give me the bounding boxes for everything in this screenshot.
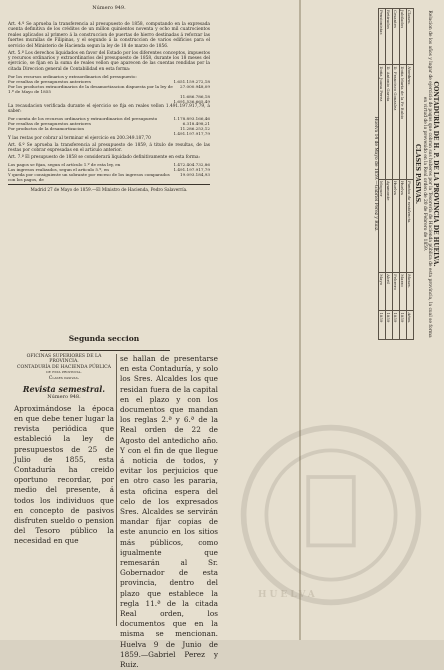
- revenue-table: [8, 74, 210, 104]
- table-row: Jubilados Doña María de la Fe Rubio Huelva Marzo 1859: [400, 9, 407, 340]
- table-row-total: 1.691.536.665,49: [173, 98, 210, 104]
- pensioners-table: [378, 8, 414, 340]
- rotated-caption: Huelva 14 de Mayo de 1859.—Gabriel Perez y Ruiz.: [373, 116, 378, 232]
- notice-number: Número 948.: [47, 394, 81, 401]
- notice-text-left: Aproximándose la época en que debe tener lugar la revista periódica que estableció la ley de presupuestos de 25 de Julio de 1855, esta Contaduría ha creido oportuno recordar, por medio del presente, á todos los individuos que en concepto de pasivos disfruten sueldo o pension del Tesoro público la necesidad en que: [14, 403, 114, 546]
- rotated-content: [214, 8, 440, 340]
- table-row: Los ingresos realizados, segun el articulo 5.º, en 1.491.197.917,79: [8, 167, 210, 173]
- revista-title: Revista semestral.: [22, 384, 106, 395]
- table-row: Por resultas de presupuestos anteriores 6.318.498,21: [8, 120, 210, 126]
- table-row: Cesantes D. Francisco Gonzalez Huelva Febrero 1859: [393, 9, 400, 340]
- notice-text-right: se hallan de presentarse en esta Contaduría, y solo los Sres. Alcaldes los que residan fuera de la capital en el plazo y con los documentos que mandan los reglas 2.ª y 6.ª de la Real orden de 22 de Agosto del antedicho año. Y con el fin de que llegue á noticia de todos, y evitar los perjuicios que en otro caso les pararia, esta oficina espera del celo de los expresados Sres. Alcaldes se servirán mandar fijar copias de este anuncio en los sitios más públicos, como igualmente que remesarán al Sr. Gobernador de esta provincia, dentro del plazo que establece la regla 11.ª de la citada Real orden, los documentos que en la misma se mencionan. Huelva 9 de Junio de 1859.—Gabriel Perez y Ruiz.: [120, 354, 218, 670]
- header-number: Número 949.: [92, 5, 126, 11]
- divider: [8, 184, 210, 185]
- table-row: Por los recursos ordinarios y extraordinarios del presupuesto:: [8, 73, 137, 79]
- article-6: Art. 6.º Se aprueba la transferencia al presupuesto de 1859, á titulo de resultas, de las restas por cobrar expresadas en el articulo anterior.: [8, 142, 210, 154]
- article-4: Art. 4.º Se aprueba la transferencia al presupuesto de 1858, computando en la expresada cuenta definitiva de los créditos de un millon quinientos noventa y ocho mil cuatrocientos reales aplicados al primero á la construccion de puertas de hierro destinadas á reforzar las fuertes murallas de Filipinas, y el segundo á la construccion de varios edificios para el servicio del Ministerio de Hacienda segun la ley de 18 de marzo de 1856.: [8, 22, 210, 49]
- column-header: Años.: [407, 311, 414, 340]
- collection-intro: La recaudacion verificada durante el ejercicio se fija en reales vellon 1.491.197.917,79, á saber:: [8, 103, 210, 115]
- contaduria-heading: CONTADURÍA DE HACIENDA PÚBLICA de esta provincia.: [17, 364, 111, 376]
- table-header-row: [407, 9, 414, 340]
- rotated-subheading: Relacion de los años y lugar de ejercicio de pagos que cobran sus haberes por la Tesorería de Hacienda pública de esta provincia, la cual se forma en virtud de lo prevenido en la Real orden de 20 de Febrero de 1859.: [422, 10, 432, 338]
- classes-title: CLASES PASIVAS.: [414, 144, 421, 204]
- table-row: Por productos de la desamortizacion 11.286.253,12: [8, 125, 210, 131]
- decree-column: [8, 22, 210, 193]
- settlement-table: [8, 162, 210, 182]
- rotated-tables: [214, 8, 440, 340]
- table-row: Por los productos extraordinarios de la desamortizacion dispuesta por la ley de 1.º de Mayo de 1855 27.000.948,09: [8, 83, 210, 94]
- article-5: Art. 5.º Los derechos liquidados en favor del Estado por los diferentes conceptos, impuestos y recursos ordinarios y extraordinarios del presupuesto de 1858, durante los 18 meses del ejercicio, se fijan en la suma de reales vellon que aparecen de las cuentas rendidas por la citada Direccion general de Contabilidad en esta forma:: [8, 50, 210, 72]
- section-rule: [40, 350, 170, 351]
- column-divider: [116, 354, 117, 626]
- office-heading: OFICINAS SUPERIORES DE LA PROVINCIA.: [26, 354, 102, 365]
- article-7: Art. 7.º El presupuesto de 1858 se considerará liquidado definitivamente en esta forma:: [8, 155, 201, 161]
- collection-table: [8, 116, 210, 136]
- column-header: Puntos de residencia.: [407, 179, 414, 272]
- decree-signature: Madrid 27 de Mayo de 1859.—El Ministro de Hacienda, Pedro Salaverría.: [30, 187, 188, 193]
- table-row: Retirados D. Antonio Garcia Ayamonte Abril 1859: [386, 9, 393, 340]
- table-row: Los pagos se fijan, segun el artículo 1.º de esta ley, en 1.472.404.732,86: [8, 162, 210, 168]
- table-row: Por cuenta de los recursos ordinarios y extraordinarios del presupuesto 1.178.893.166,46: [8, 115, 210, 121]
- section-title: Segunda seccion: [68, 334, 140, 343]
- column-header: Meses.: [407, 273, 414, 311]
- table-row: Pensionistas Doña Juana Perez Moguer Mayo 1859: [379, 9, 386, 340]
- remaining-balance: Y las restas por cobrar al terminar el ejercicio en 200.349.187,70: [8, 135, 151, 141]
- clases-heading: Clases pasivas.: [48, 375, 80, 381]
- table-row-total: 1.491.197.917,79: [173, 130, 210, 136]
- table-row: 11.686.786,18: [180, 93, 210, 99]
- column-header: Nombres.: [407, 65, 414, 180]
- watermark-text: HUELVA: [258, 590, 318, 600]
- notice-left-column: [14, 354, 114, 547]
- table-row: Por resultas de presupuestos anteriores 1.651.159.272,18: [8, 78, 210, 84]
- column-header: Clases.: [407, 9, 414, 65]
- rotated-heading: CONTADURÍA DE H. P. DE LA PROVINCIA DE HUELVA.: [432, 81, 439, 267]
- table-row: Y queda por consiguiente un sobrante por exceso de los ingresos comparados con los pagos, de 19.093.184,93: [8, 172, 210, 183]
- archive-seal-watermark: [236, 420, 426, 610]
